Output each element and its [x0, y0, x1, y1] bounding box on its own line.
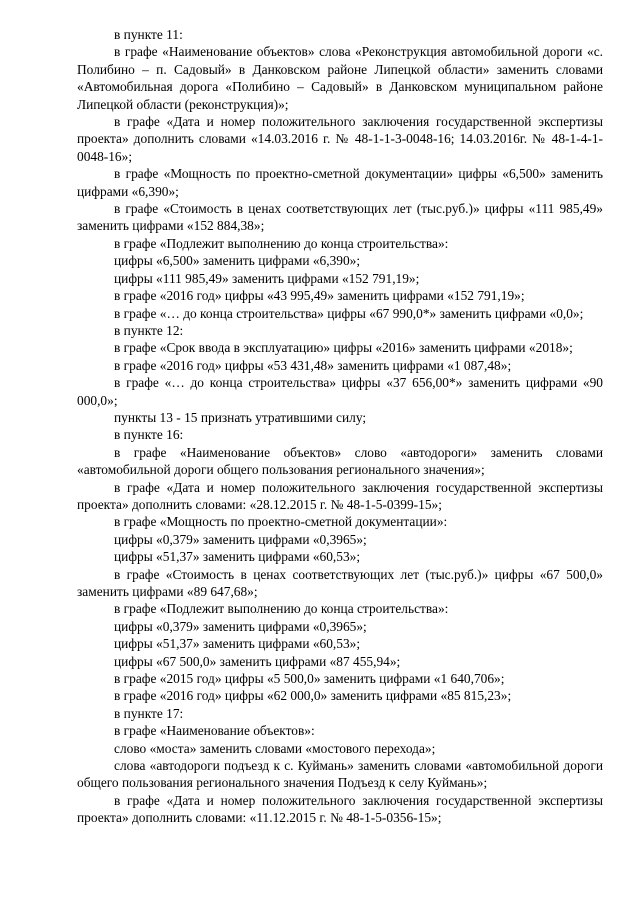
paragraph-10: в графе «… до конца строительства» цифры «67 990,0*» заменить цифрами «0,0»; — [114, 305, 584, 321]
paragraph-2: в графе «Наименование объектов» слова «Реконструкция автомобильной дороги «с. Полибино – п. Садовый» в Данковском районе Липецкой области» заменить словами «Автомобильная дорога «Полибино – Садовый» в Данковском муниципальном районе Липецкой области (реконструкция)»; — [77, 44, 603, 112]
paragraph-31: слово «моста» заменить словами «мостового перехода»; — [114, 740, 436, 756]
paragraph-21: цифры «51,37» заменить цифрами «60,53»; — [114, 549, 361, 565]
paragraph-11: в пункте 12: — [114, 322, 184, 338]
paragraph-32: слова «автодороги подъезд к с. Куймань» заменить словами «автомобильной дороги общего пользования регионального значения Подъезд к селу Куймань»; — [77, 758, 603, 791]
paragraph-6: в графе «Подлежит выполнению до конца строительства»: — [114, 235, 449, 251]
paragraph-9: в графе «2016 год» цифры «43 995,49» заменить цифрами «152 791,19»; — [114, 288, 525, 304]
paragraph-13: в графе «2016 год» цифры «53 431,48» заменить цифрами «1 087,48»; — [114, 357, 512, 373]
paragraph-19: в графе «Мощность по проектно-сметной документации»: — [114, 514, 448, 530]
paragraph-33: в графе «Дата и номер положительного заключения государственной экспертизы проекта» дополнить словами: «11.12.2015 г. № 48-1-5-0356-15»; — [77, 792, 603, 826]
paragraph-23: в графе «Подлежит выполнению до конца строительства»: — [114, 601, 449, 617]
paragraph-12: в графе «Срок ввода в эксплуатацию» цифры «2016» заменить цифрами «2018»; — [114, 340, 573, 356]
paragraph-22: в графе «Стоимость в ценах соответствующих лет (тыс.руб.)» цифры «67 500,0» заменить цифрами «89 647,68»; — [77, 566, 603, 599]
paragraph-3: в графе «Дата и номер положительного заключения государственной экспертизы проекта» дополнить словами «14.03.2016 г. № 48-1-1-3-0048-16; 14.03.2016г. № 48-1-4-1-0048-16»; — [77, 114, 603, 164]
paragraph-1: в пункте 11: — [114, 27, 183, 42]
paragraph-28: в графе «2016 год» цифры «62 000,0» заменить цифрами «85 815,23»; — [114, 688, 512, 704]
paragraph-29: в пункте 17: — [114, 705, 184, 721]
paragraph-14: в графе «… до конца строительства» цифры «37 656,00*» заменить цифрами «90 000,0»; — [77, 375, 603, 408]
paragraph-5: в графе «Стоимость в ценах соответствующих лет (тыс.руб.)» цифры «111 985,49» заменить цифрами «152 884,38»; — [77, 201, 603, 234]
paragraph-26: цифры «67 500,0» заменить цифрами «87 455,94»; — [114, 653, 401, 669]
paragraph-25: цифры «51,37» заменить цифрами «60,53»; — [114, 636, 361, 652]
paragraph-24: цифры «0,379» заменить цифрами «0,3965»; — [114, 618, 367, 634]
paragraph-17: в графе «Наименование объектов» слово «автодороги» заменить словами «автомобильной дороги общего пользования регионального значения»; — [77, 444, 603, 478]
paragraph-16: в пункте 16: — [114, 427, 184, 443]
paragraph-30: в графе «Наименование объектов»: — [114, 723, 315, 739]
paragraph-8: цифры «111 985,49» заменить цифрами «152 791,19»; — [114, 270, 420, 286]
paragraph-15: пункты 13 - 15 признать утратившими силу; — [114, 409, 367, 425]
paragraph-20: цифры «0,379» заменить цифрами «0,3965»; — [114, 531, 367, 547]
paragraph-27: в графе «2015 год» цифры «5 500,0» заменить цифрами «1 640,706»; — [114, 671, 505, 687]
document-body — [77, 26, 603, 827]
paragraph-7: цифры «6,500» заменить цифрами «6,390»; — [114, 253, 361, 269]
paragraph-4: в графе «Мощность по проектно-сметной документации» цифры «6,500» заменить цифрами «6,390»; — [77, 166, 603, 199]
paragraph-18: в графе «Дата и номер положительного заключения государственной экспертизы проекта» дополнить словами: «28.12.2015 г. № 48-1-5-0399-15»; — [77, 479, 603, 512]
